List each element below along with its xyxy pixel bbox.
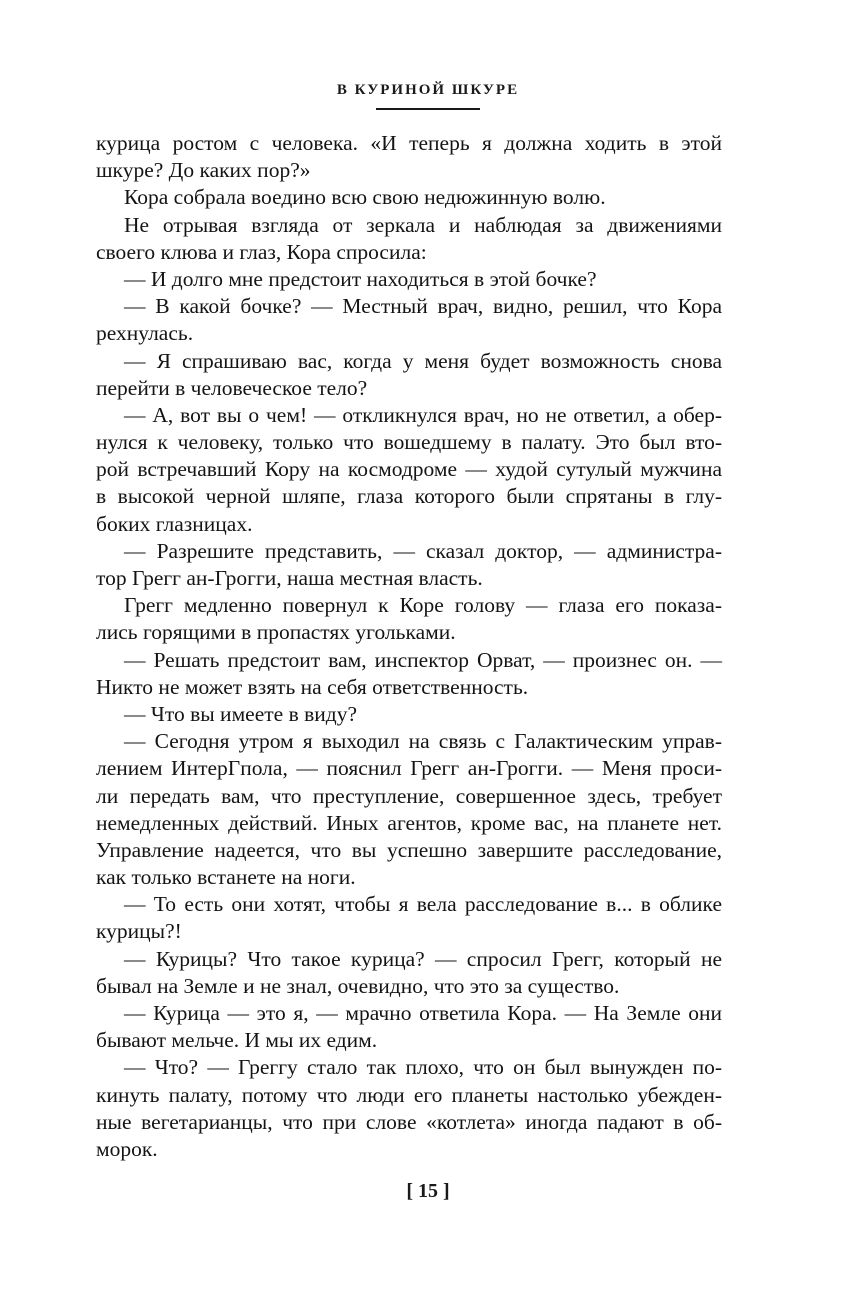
text-line: нулся к человеку, только что вошедшему в палату. Это был вто- [96, 430, 722, 455]
text-line: — Курицы? Что такое курица? — спросил Грегг, который не [124, 946, 722, 971]
text-line: — Что? — Греггу стало так плохо, что он был вынужден по- [124, 1055, 722, 1080]
text-line: бывал на Земле и не знал, очевидно, что это за существо. [96, 973, 620, 998]
text-line: рехнулась. [96, 321, 194, 346]
text-line: — В какой бочке? — Местный врач, видно, решил, что Кора [124, 294, 722, 319]
text-line: перейти в человеческое тело? [96, 375, 368, 400]
text-line: ли передать вам, что преступление, совершенное здесь, требует [96, 783, 722, 808]
text-line: кинуть палату, потому что люди его планеты настолько убежден- [96, 1082, 722, 1107]
text-line: своего клюва и глаз, Кора спросила: [96, 239, 427, 264]
text-line: — И долго мне предстоит находиться в этой бочке? [124, 266, 597, 291]
text-line: Управление надеется, что вы успешно завершите расследование, [96, 837, 722, 862]
text-line: морок. [96, 1136, 158, 1161]
running-head: В КУРИНОЙ ШКУРЕ [336, 82, 520, 98]
text-line: в высокой черной шляпе, глаза которого были спрятаны в глу- [96, 484, 722, 509]
text-line: курица ростом с человека. «И теперь я должна ходить в этой [96, 131, 722, 155]
text-line: — Я спрашиваю вас, когда у меня будет возможность снова [124, 348, 722, 373]
text-line: лением ИнтерГпола, — пояснил Грегг ан-Грогги. — Меня проси- [96, 756, 722, 781]
text-line: Грегг медленно повернул к Коре голову — глаза его показа- [124, 593, 722, 618]
text-line: ные вегетарианцы, что при слове «котлета» иногда падают в об- [96, 1109, 722, 1134]
text-line: рой встречавший Кору на космодроме — худой сутулый мужчина [96, 457, 722, 482]
text-line: курицы?! [96, 919, 182, 944]
text-line: Никто не может взять на себя ответственность. [96, 674, 529, 699]
text-line: боких глазницах. [96, 511, 253, 536]
body-text [96, 130, 722, 1163]
header-rule [376, 108, 480, 110]
text-line: бывают мельче. И мы их едим. [96, 1028, 378, 1053]
page-number: [ 15 ] [406, 1180, 450, 1202]
text-line: — То есть они хотят, чтобы я вела расследование в... в облике [124, 892, 722, 917]
text-line: — Сегодня утром я выходил на связь с Галактическим управ- [124, 729, 722, 754]
text-line: тор Грегг ан-Грогги, наша местная власть. [96, 566, 483, 590]
text-line: лись горящими в пропастях угольками. [96, 620, 456, 645]
text-line: Кора собрала воедино всю свою недюжинную волю. [124, 185, 606, 210]
text-line: шкуре? До каких пор?» [96, 158, 311, 183]
text-line: — Что вы имеете в виду? [124, 701, 357, 726]
text-line: Не отрывая взгляда от зеркала и наблюдая за движениями [124, 212, 722, 237]
text-line: — Решать предстоит вам, инспектор Орват, — произнес он. — [124, 647, 722, 672]
text-line: — Разрешите представить, — сказал доктор, — администра- [124, 538, 722, 563]
text-line: — Курица — это я, — мрачно ответила Кора. — На Земле они [124, 1001, 722, 1025]
text-line: как только встанете на ноги. [96, 865, 356, 890]
text-line: — А, вот вы о чем! — откликнулся врач, но не ответил, а обер- [124, 402, 722, 427]
text-line: немедленных действий. Иных агентов, кроме вас, на планете нет. [96, 810, 722, 835]
